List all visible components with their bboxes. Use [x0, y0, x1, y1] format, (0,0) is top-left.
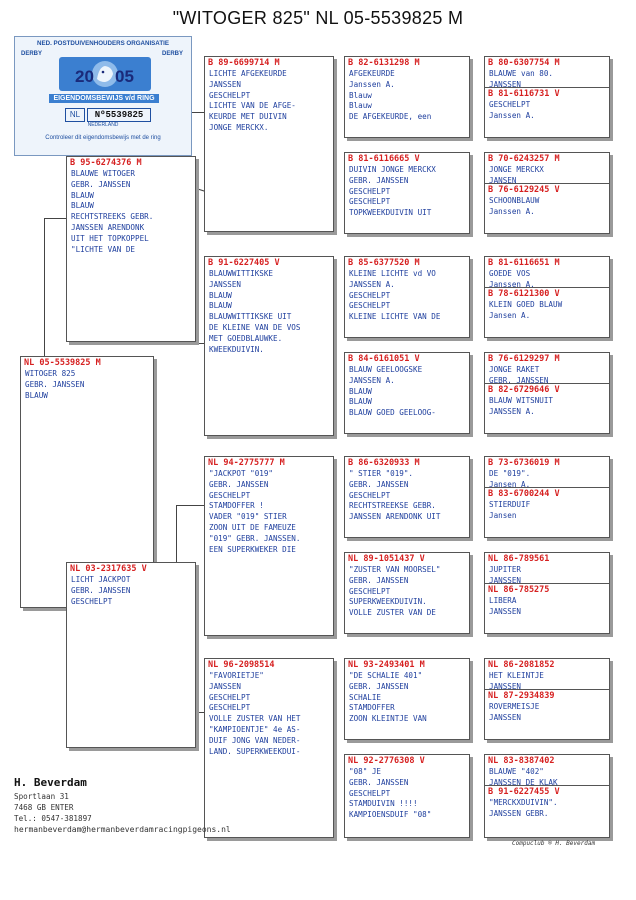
pedigree-box-line: GEBR. JANSSEN [349, 175, 409, 185]
pedigree-box-gen3 [344, 552, 470, 634]
pedigree-box-header: B 70-6243257 M [488, 154, 560, 164]
pedigree-box-gen4 [484, 256, 610, 338]
pedigree-box-header: B 78-6121300 V [488, 289, 560, 299]
pedigree-box-gen3 [344, 658, 470, 740]
pedigree-box-line: BLAUW [209, 290, 232, 300]
pedigree-box-header: NL 96-2098514 [208, 660, 275, 670]
pedigree-box-line: KLEIN GOED BLAUW [489, 300, 563, 309]
pedigree-box-header: NL 03-2317635 V [70, 564, 147, 574]
pedigree-box-line: BLAUW [71, 190, 94, 200]
pedigree-box-gen3 [344, 56, 470, 138]
pedigree-box-line: GESCHELPT [349, 186, 391, 196]
pedigree-box-header: B 83-6700244 V [488, 489, 560, 499]
ring-card-country-full: NEDERLAND [87, 122, 119, 128]
pedigree-box-line: BLAUW WITSNUIT [489, 396, 554, 405]
pedigree-box-line: HET KLEINTJE [489, 671, 544, 680]
pedigree-box-header: B 82-6729646 V [488, 385, 560, 395]
pedigree-box-gen4 [484, 352, 610, 434]
pedigree-box-line: BLAUWE van 80. [489, 69, 554, 78]
pedigree-box-line: LIBERA [489, 596, 517, 605]
ring-card-derby-right: DERBY [161, 51, 183, 57]
pedigree-box-header: NL 93-2493401 M [348, 660, 425, 670]
pedigree-box-line: GEBR. JANSSEN [349, 479, 409, 489]
pedigree-box-line: "KAMPIOENTJE" 4e AS- [209, 724, 301, 734]
pedigree-box-header: NL 05-5539825 M [24, 358, 101, 368]
pedigree-box-header: B 82-6131298 M [348, 58, 420, 68]
pedigree-box-header: B 81-6116651 M [488, 258, 560, 268]
pedigree-box-line: "LICHTE VAN DE [71, 244, 136, 254]
owner-city: 7468 GB ENTER [14, 803, 74, 812]
pedigree-box-line: BLAUW GOED GEELOOG- [349, 408, 436, 418]
pedigree-box-line: JANSSEN DE KLAK [489, 777, 558, 787]
owner-name: H. Beverdam [14, 776, 87, 789]
pedigree-box-line: "ZUSTER VAN MOORSEL" [349, 565, 441, 574]
pedigree-box-line: KAMPIOENSDUIF "08" [349, 810, 432, 820]
pedigree-box-gen4 [484, 552, 610, 634]
pedigree-box-header: B 91-6227455 V [488, 787, 560, 797]
pedigree-box-line: GESCHELPT [349, 197, 391, 207]
pedigree-box-line: DUIF JONG VAN NEDER- [209, 735, 301, 745]
pedigree-sub-sire [485, 257, 609, 288]
ring-card-org: NED. POSTDUIVENHOUDERS ORGANISATIE [37, 40, 169, 47]
pedigree-box-line: STAMDUIVIN !!!! [349, 799, 418, 809]
pedigree-box-line: GESCHELPT [209, 692, 251, 702]
ring-card-check-note: Controleer dit eigendomsbewijs met de ring [45, 135, 161, 141]
software-credit: Compuclub ® H. Beverdam [512, 840, 596, 847]
pedigree-box-line: GEBR. JANSSEN [349, 777, 409, 787]
pedigree-box-line: "FAVORIETJE" [209, 671, 264, 680]
pedigree-box-line: STIERDUIF [489, 500, 531, 509]
pedigree-box-gen2 [204, 456, 334, 636]
pedigree-box-line: DUIVIN JONGE MERCKX [349, 165, 436, 174]
pedigree-box-gen3 [344, 152, 470, 234]
ring-card-country: NL [65, 108, 85, 122]
pedigree-box-line: "DE SCHALIE 401" [349, 671, 423, 680]
pedigree-box-line: LICHTE VAN DE AFGE- [209, 101, 296, 111]
pedigree-box-line: ZOON KLEINTJE VAN [349, 714, 427, 724]
pedigree-box-line: ZOON UIT DE FAMEUZE [209, 522, 296, 532]
pedigree-box-line: SUPERKWEEKDUIVIN. [349, 597, 427, 607]
pedigree-box-line: BLAUW [209, 301, 232, 311]
pedigree-box-line: BLAUW GEELOOGSKE [349, 365, 423, 374]
pedigree-box-line: GESCHELPT [349, 586, 391, 596]
pedigree-box-line: Janssen A. [489, 279, 535, 289]
pedigree-box-line: KLEINE LICHTE vd VO [349, 269, 436, 278]
pedigree-sub-dam [485, 384, 609, 414]
pedigree-box-header: NL 89-1051437 V [348, 554, 425, 564]
pedigree-box-line: BLAUW [349, 386, 372, 396]
pedigree-box-header: NL 83-8387402 [488, 756, 555, 766]
pedigree-box-header: B 84-6161051 V [348, 354, 420, 364]
pedigree-box-line: JANSSEN A. [349, 375, 395, 385]
owner-email-link[interactable]: hermanbeverdam@hermanbeverdamracingpigeons.nl [14, 825, 231, 834]
pedigree-box-line: JANSSEN ARENDONK UIT [349, 512, 441, 522]
pedigree-box-gen4 [484, 152, 610, 234]
pedigree-box-header: B 85-6377520 M [348, 258, 420, 268]
pedigree-box-line: GEBR. JANSSEN [349, 681, 409, 691]
pedigree-box-line: JANSSEN [489, 712, 522, 722]
pedigree-box-line: " STIER "019". [349, 469, 414, 478]
pedigree-box-line: GEBR. JANSSEN [25, 379, 85, 389]
pedigree-box-line: SCHOONBLAUW [489, 196, 540, 205]
page-title: "WITOGER 825" NL 05-5539825 M [172, 8, 464, 28]
pedigree-box-line: BLAUWE "402" [489, 767, 544, 776]
pedigree-box-line: DE KLEINE VAN DE VOS [209, 322, 301, 332]
pedigree-box-line: GESCHELPT [349, 301, 391, 311]
pedigree-box-line: RECHTSTREEKS GEBR. [71, 212, 154, 222]
pedigree-box-line: JANSSEN [209, 79, 242, 89]
pedigree-box-line: ROVERMEISJE [489, 702, 540, 711]
pedigree-box-line: BLAUWE WITOGER [71, 169, 136, 178]
ring-card-number: Nº5539825 [87, 108, 151, 122]
pedigree-sub-sire [485, 553, 609, 584]
pedigree-box-line: JANSSEN A. [349, 279, 395, 289]
pedigree-box-header: B 91-6227405 V [208, 258, 280, 268]
pedigree-box-line: "019" GEBR. JANSSEN. [209, 533, 301, 543]
pedigree-box-line: STAMDOFFER ! [209, 501, 264, 511]
ring-ownership-card [14, 36, 192, 156]
pedigree-sub-dam [485, 786, 609, 816]
pedigree-box-line: GEBR. JANSSEN [209, 479, 269, 489]
pedigree-box-line: KWEEKDUIVIN. [209, 344, 264, 354]
pedigree-box-line: GESCHELPT [209, 90, 251, 100]
pedigree-box-header: NL 87-2934839 [488, 691, 555, 701]
pedigree-box-line: JANSSEN [209, 681, 242, 691]
pedigree-box-line: VOLLE ZUSTER VAN HET [209, 714, 301, 724]
pedigree-box-line: Jansen [489, 510, 517, 520]
pedigree-box-line: DE AFGEKEURDE, een [349, 112, 432, 122]
pedigree-box-header: NL 94-2775777 M [208, 458, 285, 468]
pedigree-box-header: B 81-6116731 V [488, 89, 560, 99]
pedigree-box-header: NL 86-789561 [488, 554, 550, 564]
pedigree-sub-dam [485, 690, 609, 720]
pedigree-box-line: JANSSEN [489, 681, 522, 691]
pedigree-box-line: BLAUWWITTIKSKE UIT [209, 312, 292, 322]
pedigree-box-line: Blauw [349, 101, 372, 111]
pedigree-box-line: GESCHELPT [71, 596, 113, 606]
pedigree-box-gen4 [484, 56, 610, 138]
pedigree-box-gen4 [484, 754, 610, 838]
pedigree-box-line: LICHT JACKPOT [71, 575, 131, 584]
pedigree-sub-sire [485, 353, 609, 384]
pedigree-box-line: JONGE MERCKX. [209, 122, 269, 132]
pedigree-box-line: JANSSEN [489, 606, 522, 616]
pedigree-box-line: KLEINE LICHTE VAN DE [349, 312, 441, 322]
pedigree-box-line: AFGEKEURDE [349, 69, 395, 78]
pedigree-box-gen3 [344, 256, 470, 338]
pedigree-sub-dam [485, 184, 609, 214]
pedigree-box-line: JANSSEN [209, 279, 242, 289]
pedigree-box-header: B 76-6129245 V [488, 185, 560, 195]
pedigree-box-line: JONGE RAKET [489, 365, 540, 374]
pedigree-box-line: RECHTSTREEKSE GEBR. [349, 501, 436, 511]
ring-card-year-right: 05 [115, 67, 134, 86]
pedigree-box-line: GESCHELPT [209, 490, 251, 500]
ring-card-derby-left: DERBY [21, 51, 43, 57]
pedigree-box-header: NL 92-2776308 V [348, 756, 425, 766]
pedigree-sub-sire [485, 659, 609, 690]
pedigree-box-line: LICHTE AFGEKEURDE [209, 69, 287, 78]
pedigree-box-line: GESCHELPT [349, 788, 391, 798]
owner-info [14, 775, 231, 835]
pedigree-box-gen2 [204, 256, 334, 436]
pedigree-box-line: JANSSEN [489, 575, 522, 585]
pedigree-sub-sire [485, 153, 609, 184]
pedigree-box-gen3 [344, 456, 470, 538]
pedigree-box-line: GEBR. JANSSEN [71, 585, 131, 595]
pedigree-box-gen3 [344, 352, 470, 434]
pedigree-box-line: GEBR. JANSSEN [349, 575, 409, 585]
pedigree-box-line: BLAUW [349, 397, 372, 407]
pedigree-box-gen4 [484, 456, 610, 538]
pedigree-box-line: GESCHELPT [349, 490, 391, 500]
pedigree-box-line: UIT HET TOPKOPPEL [71, 233, 149, 243]
pedigree-box-line: Janssen A. [489, 206, 535, 216]
pedigree-sub-sire [485, 457, 609, 488]
pedigree-sub-sire [485, 57, 609, 88]
pedigree-box-line: Jansen A. [489, 310, 531, 320]
pedigree-box-line: "MERCKXDUIVIN". [489, 798, 558, 807]
pedigree-box-line: GESCHELPT [209, 703, 251, 713]
ring-card-label: EIGENDOMSBEWIJS v/d RING [49, 94, 159, 103]
pedigree-box-line: GOEDE VOS [489, 269, 531, 278]
pedigree-box-gen3 [344, 754, 470, 838]
pedigree-box-header: B 80-6307754 M [488, 58, 560, 68]
pedigree-sub-dam [485, 288, 609, 318]
ring-card-year-left: 20 [75, 67, 94, 86]
pedigree-box-line: GESCHELPT [349, 290, 391, 300]
pedigree-box-header: NL 86-2081852 [488, 660, 555, 670]
pedigree-box-header: B 89-6699714 M [208, 58, 280, 68]
pedigree-box-line: Jansen A. [489, 479, 531, 489]
pedigree-box-line: TOPKWEEKDUIVIN UIT [349, 208, 432, 218]
pedigree-sub-sire [485, 755, 609, 786]
pedigree-box-father [66, 156, 196, 342]
pedigree-sub-dam [485, 488, 609, 518]
pedigree-box-line: LAND. SUPERKWEEKDUI- [209, 746, 301, 756]
pedigree-box-gen2 [204, 56, 334, 232]
pedigree-box-line: JANSSEN A. [489, 406, 535, 416]
pedigree-box-line: VADER "019" STIER [209, 512, 287, 522]
pedigree-box-line: JANSSEN [489, 79, 522, 89]
pedigree-box-line: JUPITER [489, 565, 522, 574]
pedigree-box-line: DE "019". [489, 469, 531, 478]
pedigree-box-mother [66, 562, 196, 748]
lion-emblem-icon [59, 57, 151, 91]
pedigree-box-line: JANSSEN GEBR. [489, 808, 549, 818]
owner-phone: Tel.: 0547-381897 [14, 814, 92, 823]
pedigree-box-header: B 76-6129297 M [488, 354, 560, 364]
pedigree-sub-dam [485, 584, 609, 614]
pedigree-box-line: STAMDOFFER [349, 703, 395, 713]
pedigree-box-line: EEN SUPERKWEKER DIE [209, 544, 296, 554]
pedigree-box-header: B 95-6274376 M [70, 158, 142, 168]
pedigree-box-line: "08" JE [349, 767, 382, 776]
pedigree-box-line: Janssen A. [349, 79, 395, 89]
pedigree-box-line: MET GOEDBLAUWKE. [209, 333, 283, 343]
pedigree-box-header: B 73-6736019 M [488, 458, 560, 468]
pedigree-sub-dam [485, 88, 609, 118]
pedigree-box-line: JONGE MERCKX [489, 165, 544, 174]
pedigree-box-line: Blauw [349, 90, 372, 100]
pedigree-box-line: JANSSEN ARENDONK [71, 222, 145, 232]
pedigree-box-header: NL 86-785275 [488, 585, 550, 595]
pedigree-box-line: Janssen A. [489, 110, 535, 120]
pedigree-box-line: KEURDE MET DUIVIN [209, 112, 287, 122]
pedigree-box-header: B 86-6320933 M [348, 458, 420, 468]
pedigree-box-gen4 [484, 658, 610, 740]
pedigree-box-line: BLAUWWITTIKSKE [209, 269, 274, 278]
pedigree-box-line: GEBR. JANSSEN [489, 375, 549, 385]
pedigree-box-line: JANSEN [489, 175, 517, 185]
pedigree-box-line: "JACKPOT "019" [209, 469, 274, 478]
pedigree-box-line: VOLLE ZUSTER VAN DE [349, 608, 436, 618]
pedigree-box-header: B 81-6116665 V [348, 154, 420, 164]
pedigree-box-line: GESCHELPT [489, 100, 531, 109]
pedigree-box-line: BLAUW [25, 390, 48, 400]
pedigree-box-line: GEBR. JANSSEN [71, 179, 131, 189]
pedigree-box-line: BLAUW [71, 201, 94, 211]
pedigree-box-line: WITOGER 825 [25, 369, 76, 378]
pedigree-box-line: SCHALIE [349, 692, 382, 702]
owner-street: Sportlaan 31 [14, 792, 69, 801]
